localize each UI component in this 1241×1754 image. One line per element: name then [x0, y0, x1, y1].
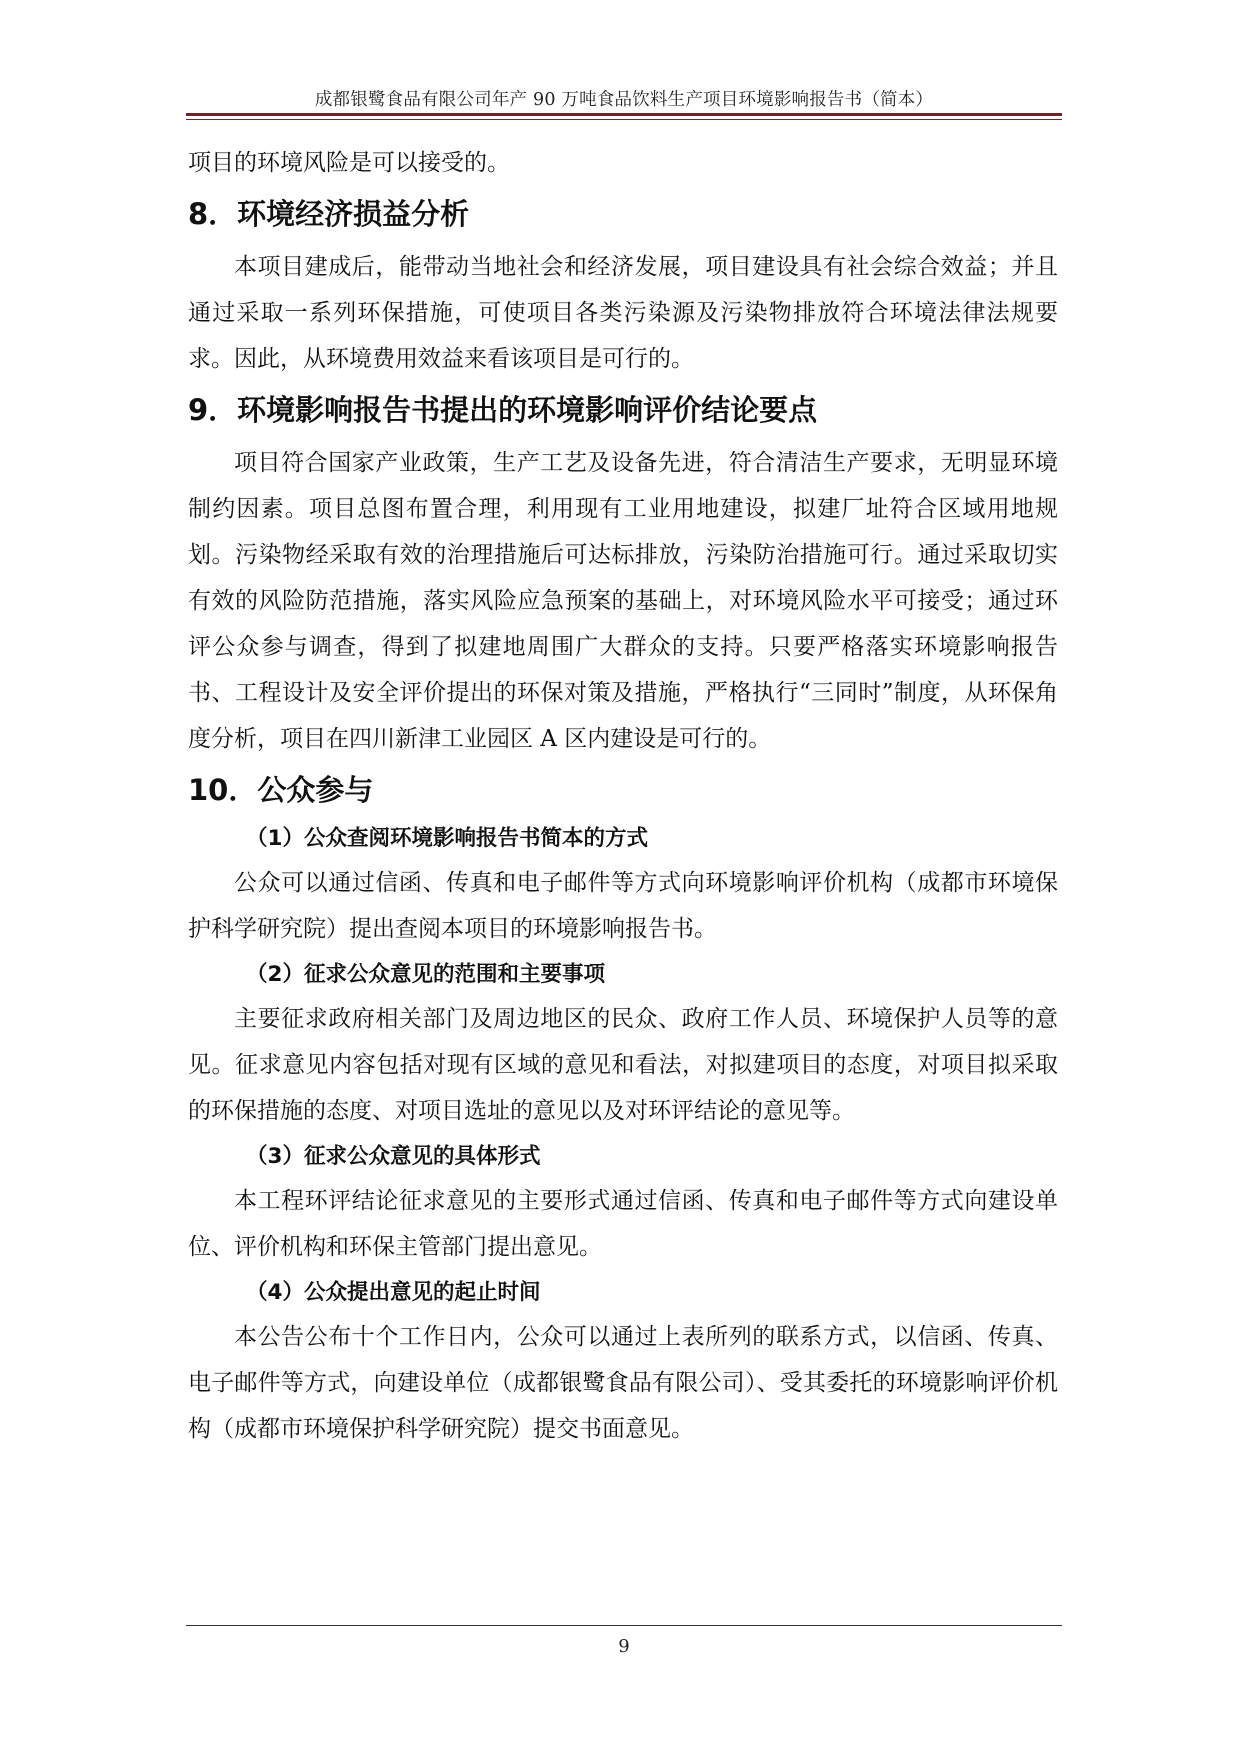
section-9-heading: 9．环境影响报告书提出的环境影响评价结论要点 [188, 393, 818, 427]
subsection-4-title: （4）公众提出意见的起止时间 [246, 1280, 541, 1305]
subsection-3-text: 本工程环评结论征求意见的主要形式通过信函、传真和电子邮件等方式向建设单位、评价机构和环保主管部门提出意见。 [188, 1188, 1058, 1260]
subsection-4-text: 本公告公布十个工作日内，公众可以通过上表所列的联系方式，以信函、传真、电子邮件等方式，向建设单位（成都银鹭食品有限公司）、受其委托的环境影响评价机构（成都市环境保护科学研究院）提交书面意见。 [188, 1324, 1058, 1442]
section-8-paragraph: 本项目建成后，能带动当地社会和经济发展，项目建设具有社会综合效益；并且通过采取一系列环保措施，可使项目各类污染源及污染物排放符合环境法律法规要求。因此，从环境费用效益来看该项目是可行的。 [188, 254, 1058, 372]
subsection-2-text: 主要征求政府相关部门及周边地区的民众、政府工作人员、环境保护人员等的意见。征求意见内容包括对现有区域的意见和看法，对拟建项目的态度，对项目拟采取的环保措施的态度、对项目选址的意见以及对环评结论的意见等。 [188, 1006, 1058, 1124]
footer-rule [186, 1625, 1062, 1626]
subsection-1-text: 公众可以通过信函、传真和电子邮件等方式向环境影响评价机构（成都市环境保护科学研究院）提出查阅本项目的环境影响报告书。 [188, 870, 1058, 942]
section-8-heading: 8．环境经济损益分析 [188, 197, 470, 231]
section-10-heading: 10．公众参与 [188, 773, 374, 807]
page-number: 9 [618, 1636, 630, 1657]
header-rule-thin [186, 119, 1062, 120]
section-9-paragraph: 项目符合国家产业政策，生产工艺及设备先进，符合清洁生产要求，无明显环境制约因素。项目总图布置合理，利用现有工业用地建设，拟建厂址符合区域用地规划。污染物经采取有效的治理措施后可达标排放，污染防治措施可行。通过采取切实有效的风险防范措施，落实风险应急预案的基础上，对环境风险水平可接受；通过环评公众参与调查，得到了拟建地周围广大群众的支持。只要严格落实环境影响报告书、工程设计及安全评价提出的环保对策及措施，严格执行“三同时”制度，从环保角度分析，项目在四川新津工业园区 A 区内建设是可行的。 [188, 450, 1058, 752]
continuation-line: 项目的环境风险是可以接受的。 [188, 150, 510, 176]
subsection-2-title: （2）征求公众意见的范围和主要事项 [246, 962, 605, 987]
subsection-3-title: （3）征求公众意见的具体形式 [246, 1144, 541, 1169]
running-header: 成都银鹭食品有限公司年产 90 万吨食品饮料生产项目环境影响报告书（简本） [314, 90, 934, 110]
header-rule-thick [186, 113, 1062, 116]
subsection-1-title: （1）公众查阅环境影响报告书简本的方式 [246, 826, 648, 851]
page-content [188, 140, 1058, 1452]
